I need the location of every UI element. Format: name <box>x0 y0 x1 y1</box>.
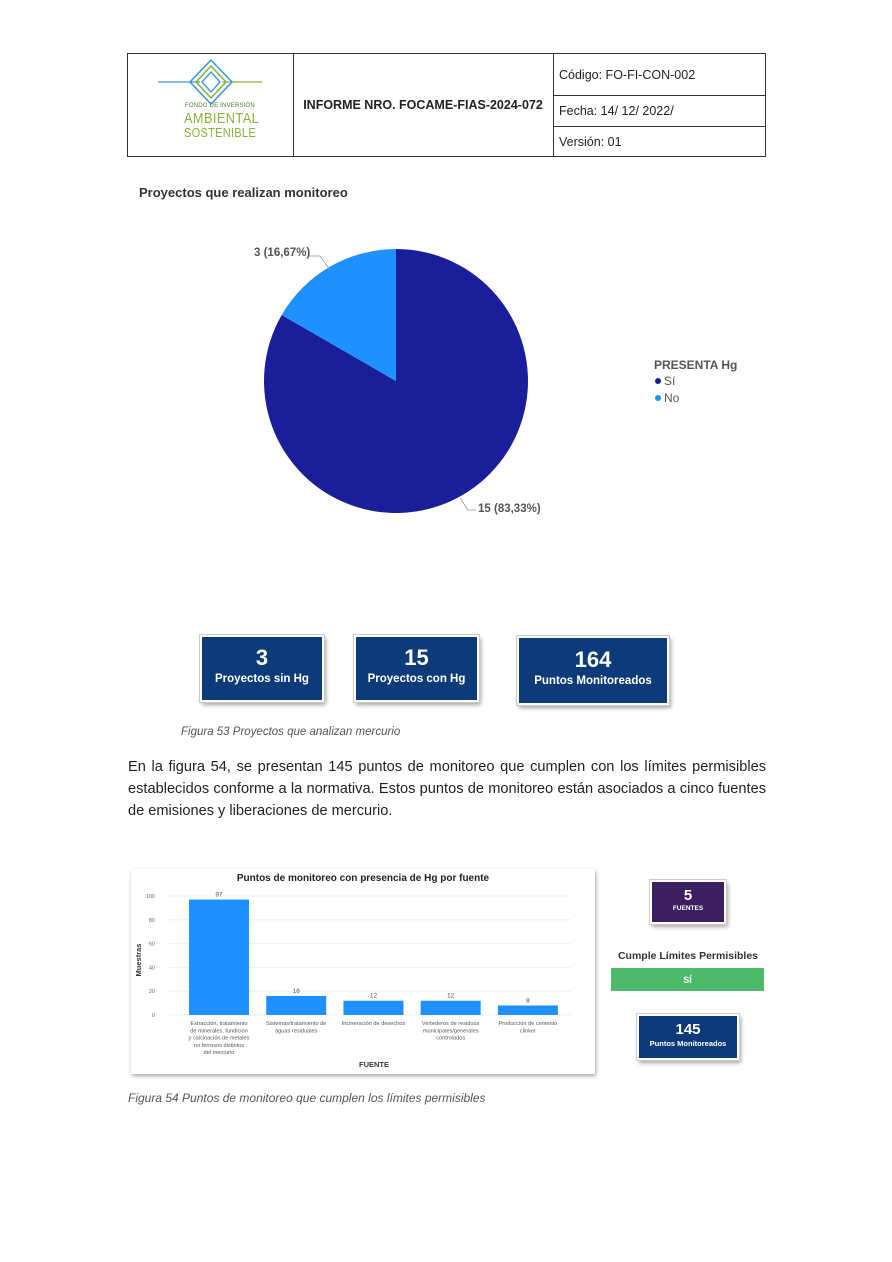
y-tick-label: 20 <box>148 989 155 996</box>
puntos-card <box>637 1014 739 1060</box>
logo-icon <box>156 58 264 106</box>
logo-line1: FONDO DE INVERSIÓN <box>185 103 255 109</box>
kpi-card-puntos-monitoreados <box>517 636 669 705</box>
pie-chart-title: Proyectos que realizan monitoreo <box>139 185 348 200</box>
logo-line2: AMBIENTAL <box>184 110 260 127</box>
y-tick-label: 80 <box>148 917 155 924</box>
kpi-value: 15 <box>404 645 429 670</box>
bar-data-label: 16 <box>292 987 300 995</box>
cumple-value: SÍ <box>611 968 764 991</box>
legend-item-si <box>655 374 675 388</box>
document-code: Código: FO-FI-CON-002 <box>554 54 765 96</box>
y-tick-label: 0 <box>151 1013 155 1019</box>
logo-cell <box>128 54 294 156</box>
kpi-value: 164 <box>574 647 612 672</box>
pie-leader-si <box>460 498 476 510</box>
y-tick-label: 40 <box>148 965 155 972</box>
figure-53-caption: Figura 53 Proyectos que analizan mercurio <box>181 726 401 738</box>
document-date: Fecha: 14/ 12/ 2022/ <box>554 96 765 127</box>
document-header <box>127 53 766 157</box>
pie-leader-no <box>308 256 330 270</box>
bar <box>421 1001 481 1015</box>
legend-dot-si <box>655 378 661 384</box>
fuentes-label: FUENTES <box>672 905 704 912</box>
y-tick-label: 60 <box>148 941 155 948</box>
legend-title: PRESENTA Hg <box>654 358 738 372</box>
report-title: INFORME NRO. FOCAME-FIAS-2024-072 <box>293 54 554 156</box>
x-axis-label: FUENTE <box>359 1060 389 1069</box>
legend-label-si: Sí <box>664 374 676 388</box>
bar-chart-panel <box>131 869 595 1074</box>
bar <box>189 900 249 1015</box>
x-tick-label: Producción de cemento clinker <box>498 1021 558 1035</box>
cumple-title: Cumple Límites Permisibles <box>617 950 759 962</box>
bar <box>266 996 326 1015</box>
legend-item-no <box>655 391 679 405</box>
bar-data-label: 12 <box>447 992 455 1000</box>
fuentes-card <box>650 880 726 924</box>
x-tick-label: Extracción, tratamiento de minerales, fundición y calcinación de metales no ferrosos distintos del mercurio <box>188 1021 250 1057</box>
kpi-card-proyectos-con-hg <box>354 635 479 702</box>
x-tick-label: Sistemas/tratamiento de aguas residuales <box>266 1021 327 1035</box>
puntos-value: 145 <box>675 1021 701 1038</box>
y-tick-label: 100 <box>145 894 155 900</box>
bar <box>498 1005 558 1015</box>
pie-chart <box>240 230 560 530</box>
legend-label-no: No <box>664 391 680 405</box>
kpi-card-proyectos-sin-hg <box>200 635 324 702</box>
bar-data-label: 97 <box>215 891 223 899</box>
bar-data-label: 12 <box>369 992 378 1000</box>
pie-label-no: 3 (16,67%) <box>254 247 311 259</box>
bar-chart-title: Puntos de monitoreo con presencia de Hg por fuente <box>236 873 490 884</box>
kpi-caption: Puntos Monitoreados <box>534 675 652 687</box>
kpi-value: 3 <box>255 645 269 670</box>
bar <box>343 1001 403 1015</box>
fuentes-value: 5 <box>683 887 693 904</box>
kpi-caption: Proyectos con Hg <box>367 673 466 685</box>
x-tick-label: Incineración de desechos <box>341 1021 406 1027</box>
logo-line3: SOSTENIBLE <box>184 125 256 140</box>
bar-data-label: 8 <box>526 997 530 1005</box>
figure-54-caption: Figura 54 Puntos de monitoreo que cumplen los límites permisibles <box>128 1091 486 1105</box>
puntos-label: Puntos Monitoreados <box>649 1039 727 1048</box>
x-tick-label: Vertederos de residuos municipales/generales controlados <box>421 1021 480 1042</box>
pie-label-si: 15 (83,33%) <box>478 503 541 515</box>
y-axis-label: Muestras <box>134 943 143 977</box>
kpi-caption: Proyectos sin Hg <box>215 673 309 685</box>
body-paragraph: En la figura 54, se presentan 145 puntos de monitoreo que cumplen con los límites permisibles establecidos conforme a la normativa. Estos puntos de monitoreo están asociados a cinco fuentes de emisiones y liberaciones de mercurio. <box>128 759 766 819</box>
bar-chart <box>131 869 595 1074</box>
legend-dot-no <box>655 395 661 401</box>
document-version: Versión: 01 <box>559 134 622 149</box>
